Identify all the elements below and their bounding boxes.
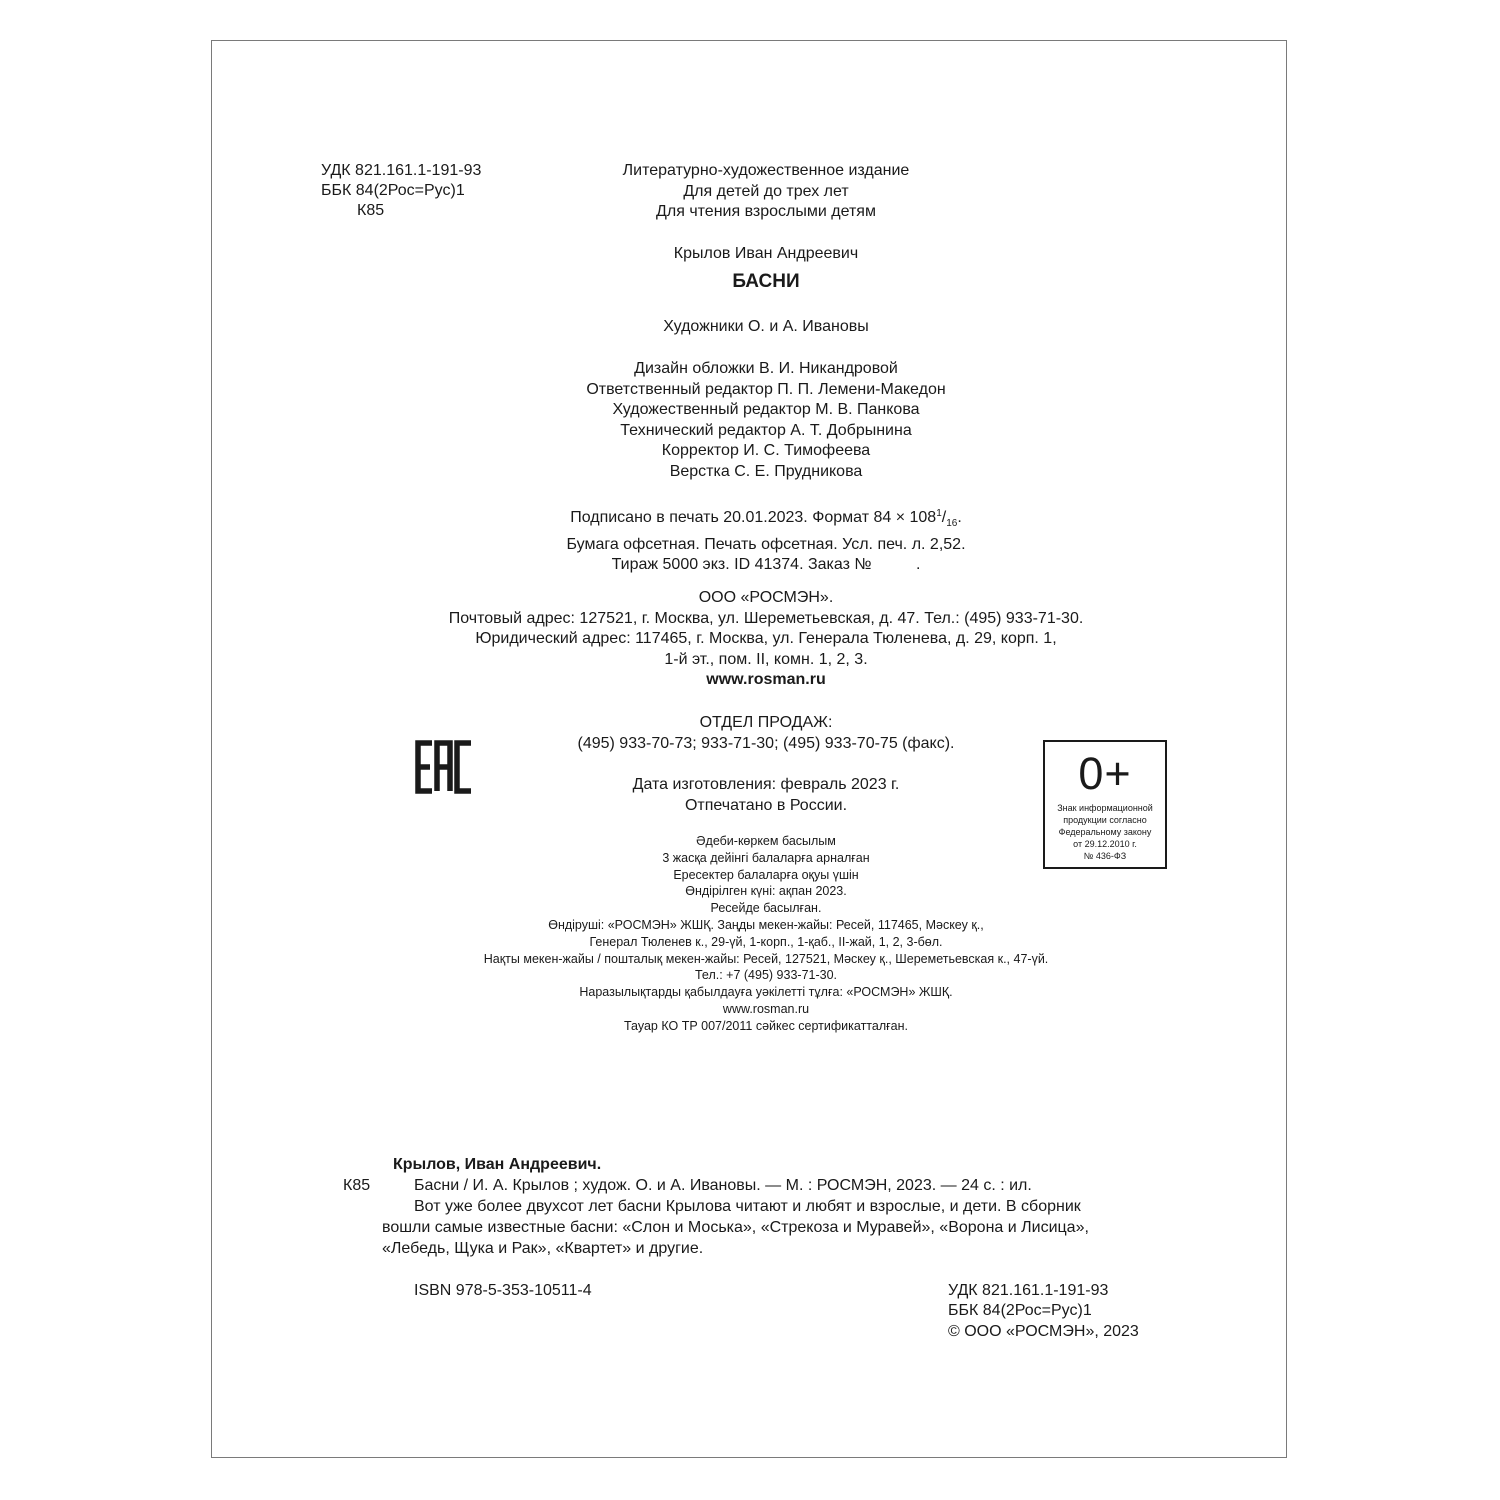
catalog-desc-1: Вот уже более двухсот лет басни Крылова читают и любят и взрослые, и дети. В сборник bbox=[414, 1198, 1081, 1215]
catalog-udk: УДК 821.161.1-191-93 bbox=[948, 1282, 1109, 1299]
copyright: © ООО «РОСМЭН», 2023 bbox=[948, 1323, 1139, 1340]
print-details bbox=[266, 504, 1266, 576]
publisher-website[interactable]: www.rosman.ru bbox=[706, 671, 826, 688]
edition-header bbox=[266, 161, 1266, 223]
print-line-1: Подписано в печать 20.01.2023. Формат $84 \times 108^1/_{16}$. bbox=[570, 508, 962, 529]
header-line: Литературно-художественное издание bbox=[622, 162, 910, 179]
print-line-2: Бумага офсетная. Печать офсетная. Усл. печ. л. 2,52. bbox=[566, 535, 966, 553]
catalog-desc-3: «Лебедь, Щука и Рак», «Квартет» и другие. bbox=[382, 1240, 704, 1257]
sales-phones: (495) 933-70-73; 933-71-30; (495) 933-70-75 (факс). bbox=[577, 734, 955, 752]
legal-address-1: Юридический адрес: 117465, г. Москва, ул. Генерала Тюленева, д. 29, корп. 1, bbox=[475, 630, 1057, 647]
book-title: БАСНИ bbox=[732, 271, 800, 292]
credit-line: Технический редактор А. Т. Добрынина bbox=[620, 421, 912, 439]
credit-line: Дизайн обложки В. И. Никандровой bbox=[634, 360, 898, 377]
kazakh-block bbox=[266, 833, 1266, 1035]
catalog-author: Крылов, Иван Андреевич. bbox=[393, 1156, 602, 1173]
credit-line: Ответственный редактор П. П. Лемени-Македон bbox=[586, 380, 946, 398]
age-rating: 0+ bbox=[1078, 748, 1132, 799]
kazakh-line: Ересектер балаларға оқуы үшін bbox=[673, 867, 859, 882]
kazakh-line: Әдеби-көркем басылым bbox=[696, 834, 836, 848]
legal-address-2: 1-й эт., пом. II, комн. 1, 2, 3. bbox=[664, 650, 868, 668]
credit-line: Корректор И. С. Тимофеева bbox=[661, 442, 871, 459]
publisher-block bbox=[266, 588, 1266, 691]
top-udk: УДК 821.161.1-191-93 bbox=[321, 162, 482, 179]
header-line: Для детей до трех лет bbox=[683, 182, 849, 200]
isbn: ISBN 978-5-353-10511-4 bbox=[414, 1282, 592, 1299]
kazakh-line: Нақты мекен-жайы / пошталық мекен-жайы: Ресей, 127521, Мәскеу қ., Шереметьевская к., 47-үй. bbox=[483, 951, 1049, 966]
catalog-entry: Басни / И. А. Крылов ; худож. О. и А. Ивановы. — М. : РОСМЭН, 2023. — 24 с. : ил. bbox=[414, 1177, 1032, 1194]
kazakh-line: Өндіруші: «РОСМЭН» ЖШҚ. Заңды мекен-жайы: Ресей, 117465, Мәскеу қ., bbox=[548, 917, 984, 932]
kazakh-line: Наразылықтарды қабылдауға уәкілетті тұлға: «РОСМЭН» ЖШҚ. bbox=[579, 985, 953, 1000]
top-bbk: ББК 84(2Рос=Рус)1 bbox=[321, 182, 465, 199]
kazakh-line: Өндірілген күні: ақпан 2023. bbox=[685, 884, 847, 899]
author-name: Крылов Иван Андреевич bbox=[673, 245, 859, 262]
header-line: Для чтения взрослыми детям bbox=[656, 203, 876, 220]
artists: Художники О. и А. Ивановы bbox=[663, 318, 869, 335]
catalog-bbk: ББК 84(2Рос=Рус)1 bbox=[948, 1302, 1092, 1319]
kazakh-line: www.rosman.ru bbox=[722, 1001, 810, 1016]
kazakh-line: Тауар КО ТР 007/2011 сәйкес сертификатталған. bbox=[623, 1018, 909, 1033]
catalog-desc-2: вошли самые известные басни: «Слон и Моська», «Стрекоза и Муравей», «Ворона и Лисица», bbox=[382, 1219, 1089, 1236]
postal-address: Почтовый адрес: 127521, г. Москва, ул. Шереметьевская, д. 47. Тел.: (495) 933-71-30. bbox=[448, 609, 1084, 627]
age-rating-note: Знак информационной продукции согласно Федеральному закону от 29.12.2010 г. № 436-ФЗ bbox=[1057, 803, 1153, 861]
publisher-name: ООО «РОСМЭН». bbox=[698, 589, 834, 606]
kazakh-line: Генерал Тюленев к., 29-үй, 1-корп., 1-қаб., II-жай, 1, 2, 3-бөл. bbox=[589, 934, 943, 949]
credit-line: Художественный редактор М. В. Панкова bbox=[612, 401, 920, 418]
credits-block bbox=[266, 359, 1266, 482]
kazakh-line: Ресейде басылған. bbox=[710, 901, 822, 916]
sales-title: ОТДЕЛ ПРОДАЖ: bbox=[699, 714, 833, 731]
credit-line: Верстка С. Е. Прудникова bbox=[669, 462, 863, 480]
top-code: К85 bbox=[357, 202, 385, 219]
kazakh-line: 3 жасқа дейінгі балаларға арналған bbox=[662, 850, 870, 865]
print-line-3: Тираж 5000 экз. ID 41374. Заказ № . bbox=[611, 556, 921, 573]
manufacture-date: Дата изготовления: февраль 2023 г. bbox=[632, 776, 900, 793]
kazakh-line: Тел.: +7 (495) 933-71-30. bbox=[694, 968, 838, 983]
catalog-code: К85 bbox=[343, 1177, 371, 1194]
printed-country: Отпечатано в России. bbox=[684, 796, 848, 814]
